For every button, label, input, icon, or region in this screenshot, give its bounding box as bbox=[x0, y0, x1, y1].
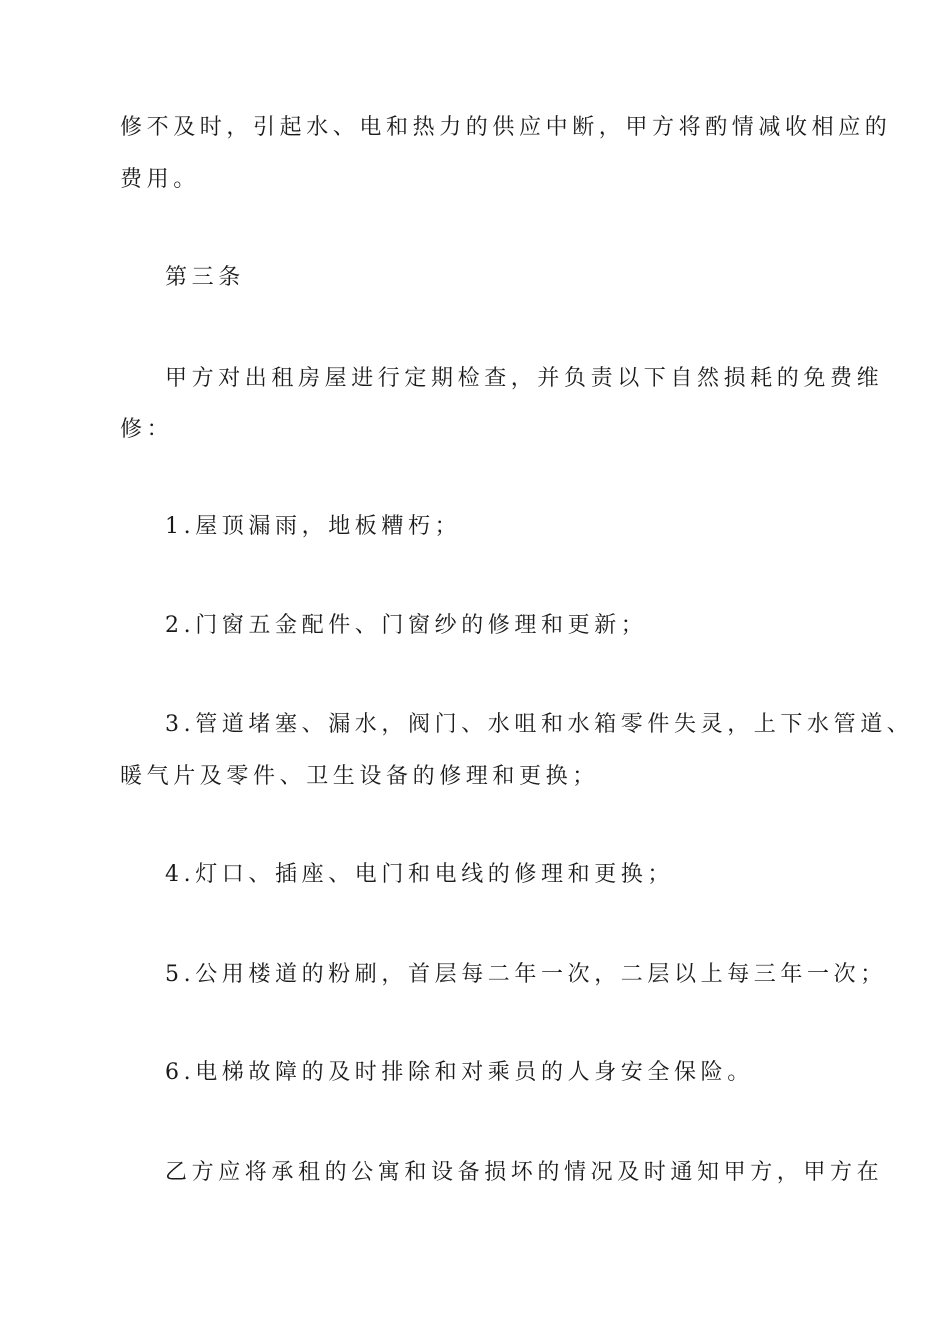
paragraph-line: 修： bbox=[120, 417, 174, 442]
paragraph-line: 甲方对出租房屋进行定期检查，并负责以下自然损耗的免费维 bbox=[165, 366, 884, 391]
article-heading: 第三条 bbox=[165, 265, 245, 290]
list-item-continuation: 暖气片及零件、卫生设备的修理和更换； bbox=[120, 764, 599, 789]
paragraph-line: 费用。 bbox=[120, 167, 200, 192]
paragraph-line: 乙方应将承租的公寓和设备损坏的情况及时通知甲方，甲方在 bbox=[165, 1160, 884, 1185]
list-item: 3.管道堵塞、漏水，阀门、水咀和水箱零件失灵，上下水管道、 bbox=[165, 712, 914, 737]
list-item: 2.门窗五金配件、门窗纱的修理和更新； bbox=[165, 613, 648, 638]
list-item: 5.公用楼道的粉刷，首层每二年一次，二层以上每三年一次； bbox=[165, 962, 887, 987]
list-item: 4.灯口、插座、电门和电线的修理和更换； bbox=[165, 862, 674, 887]
list-item: 6.电梯故障的及时排除和对乘员的人身安全保险。 bbox=[165, 1060, 754, 1085]
list-item: 1.屋顶漏雨，地板糟朽； bbox=[165, 514, 462, 539]
paragraph-line: 修不及时，引起水、电和热力的供应中断，甲方将酌情减收相应的 bbox=[120, 115, 892, 140]
